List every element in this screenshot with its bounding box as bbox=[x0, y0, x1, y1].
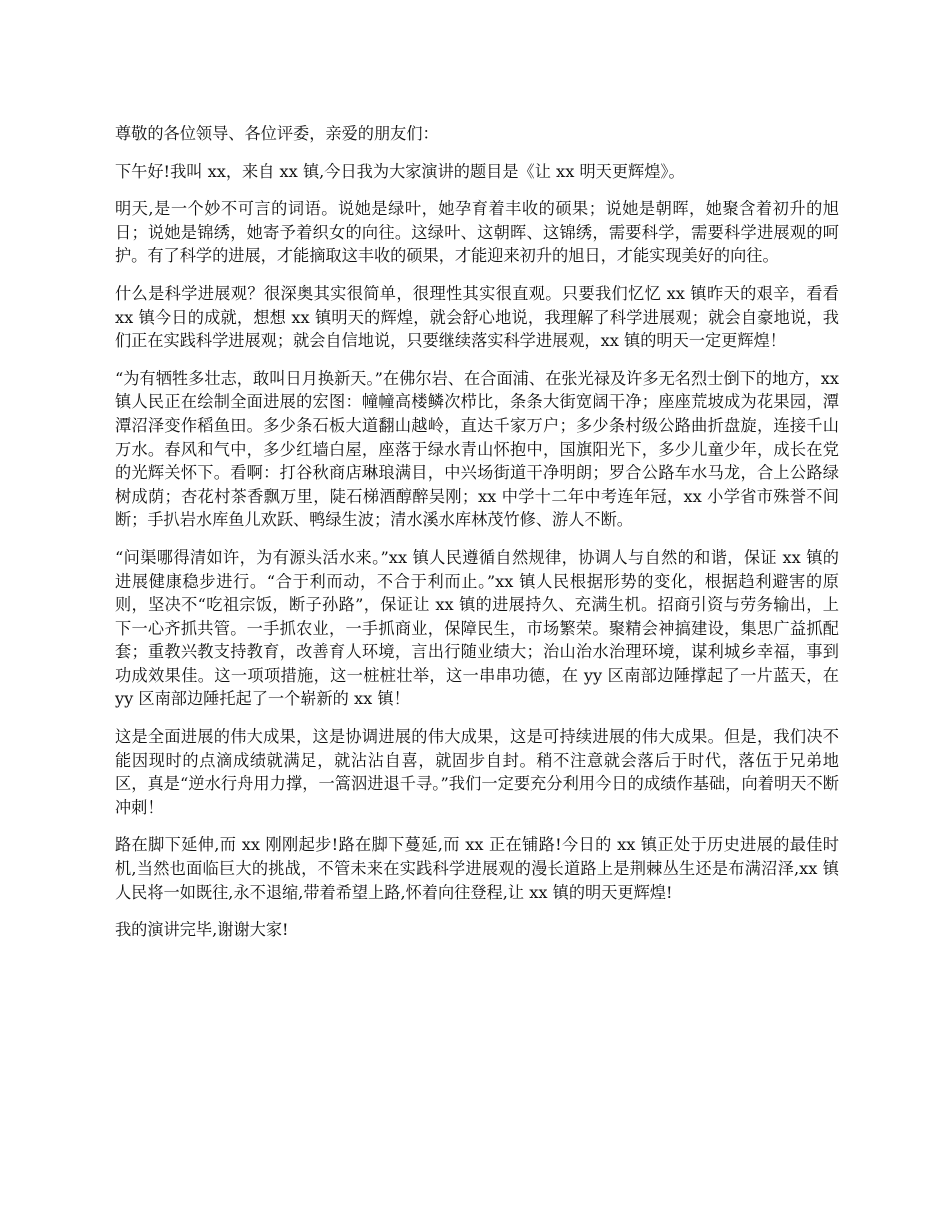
closing-paragraph: 我的演讲完毕,谢谢大家! bbox=[115, 920, 289, 940]
body-paragraph: 明天,是一个妙不可言的词语。说她是绿叶，她孕育着丰收的硕果；说她是朝晖，她聚含着初升的旭日；说她是锦绣，她寄予着织女的向往。这绿叶、这朝晖、这锦绣，需要科学，需要科学进展观的呵护。有了科学的进展，才能摘取这丰收的硕果，才能迎来初升的旭日，才能实现美好的向往。 bbox=[115, 199, 839, 266]
body-paragraph: 路在脚下延伸,而 xx 刚刚起步!路在脚下蔓延,而 xx 正在铺路!今日的 xx 镇正处于历史进展的最佳时机,当然也面临巨大的挑战，不管未来在实践科学进展观的漫长道路上是荆棘丛生还是布满沼泽,xx 镇人民将一如既往,永不退缩,带着希望上路,怀着向往登程,让 xx 镇的明天更辉煌! bbox=[115, 835, 839, 902]
body-paragraph: “问渠哪得清如许，为有源头活水来。”xx 镇人民遵循自然规律，协调人与自然的和谐，保证 xx 镇的进展健康稳步进行。“合于利而动，不合于利而止。”xx 镇人民根据形势的变化，根据趋利避害的原则，坚决不“吃祖宗饭，断子孙路”，保证让 xx 镇的进展持久、充满生机。招商引资与劳务输出，上下一心齐抓共管。一手抓农业，一手抓商业，保障民生，市场繁荣。聚精会神搞建设，集思广益抓配套；重教兴教支持教育，改善育人环境，言出行随业绩大；治山治水治理环境，谋利城乡幸福，事到功成效果佳。这一项项措施，这一桩桩壮举，这一串串功德，在 yy 区南部边陲撑起了一片蓝天，在 yy 区南部边陲托起了一个崭新的 xx 镇！ bbox=[115, 547, 839, 709]
body-paragraph: “为有牺牲多壮志，敢叫日月换新天。”在佛尔岩、在合面浦、在张光禄及许多无名烈士倒下的地方，xx 镇人民正在绘制全面进展的宏图：幢幢高楼鳞次栉比，条条大街宽阔干净；座座荒坡成为花果园，潭潭沼泽变作稻鱼田。多少条石板大道翻山越岭，直达千家万户；多少条村级公路曲折盘旋，连接千山万水。春风和气中，多少红墙白屋，座落于绿水青山怀抱中，国旗阳光下，多少儿童少年，成长在党的光辉关怀下。看啊：打谷秋商店琳琅满目，中兴场街道干净明朗；罗合公路车水马龙，合上公路绿树成荫；杏花村茶香飘万里，陡石梯酒醇醉吴刚；xx 中学十二年中考连年冠，xx 小学省市殊誉不间断；手扒岩水库鱼儿欢跃、鸭绿生波；清水溪水库林茂竹修、游人不断。 bbox=[115, 368, 839, 530]
body-paragraph: 这是全面进展的伟大成果，这是协调进展的伟大成果，这是可持续进展的伟大成果。但是，我们决不能因现时的点滴成绩就满足，就沾沾自喜，就固步自封。稍不注意就会落后于时代，落伍于兄弟地区，真是“逆水行舟用力撑，一篙泅进退千寻。”我们一定要充分利用今日的成绩作基础，向着明天不断冲刺！ bbox=[115, 727, 839, 817]
greeting-paragraph: 下午好!我叫 xx，来自 xx 镇,今日我为大家演讲的题目是《让 xx 明天更辉煌》。 bbox=[115, 161, 685, 181]
body-paragraph: 什么是科学进展观？很深奥其实很简单，很理性其实很直观。只要我们忆忆 xx 镇昨天的艰辛，看看 xx 镇今日的成就，想想 xx 镇明天的辉煌，就会舒心地说，我理解了科学进展观；就会自豪地说，我们正在实践科学进展观；就会自信地说，只要继续落实科学进展观，xx 镇的明天一定更辉煌！ bbox=[115, 283, 839, 351]
salutation-paragraph: 尊敬的各位领导、各位评委，亲爱的朋友们： bbox=[115, 124, 439, 143]
speech-body bbox=[115, 122, 839, 956]
